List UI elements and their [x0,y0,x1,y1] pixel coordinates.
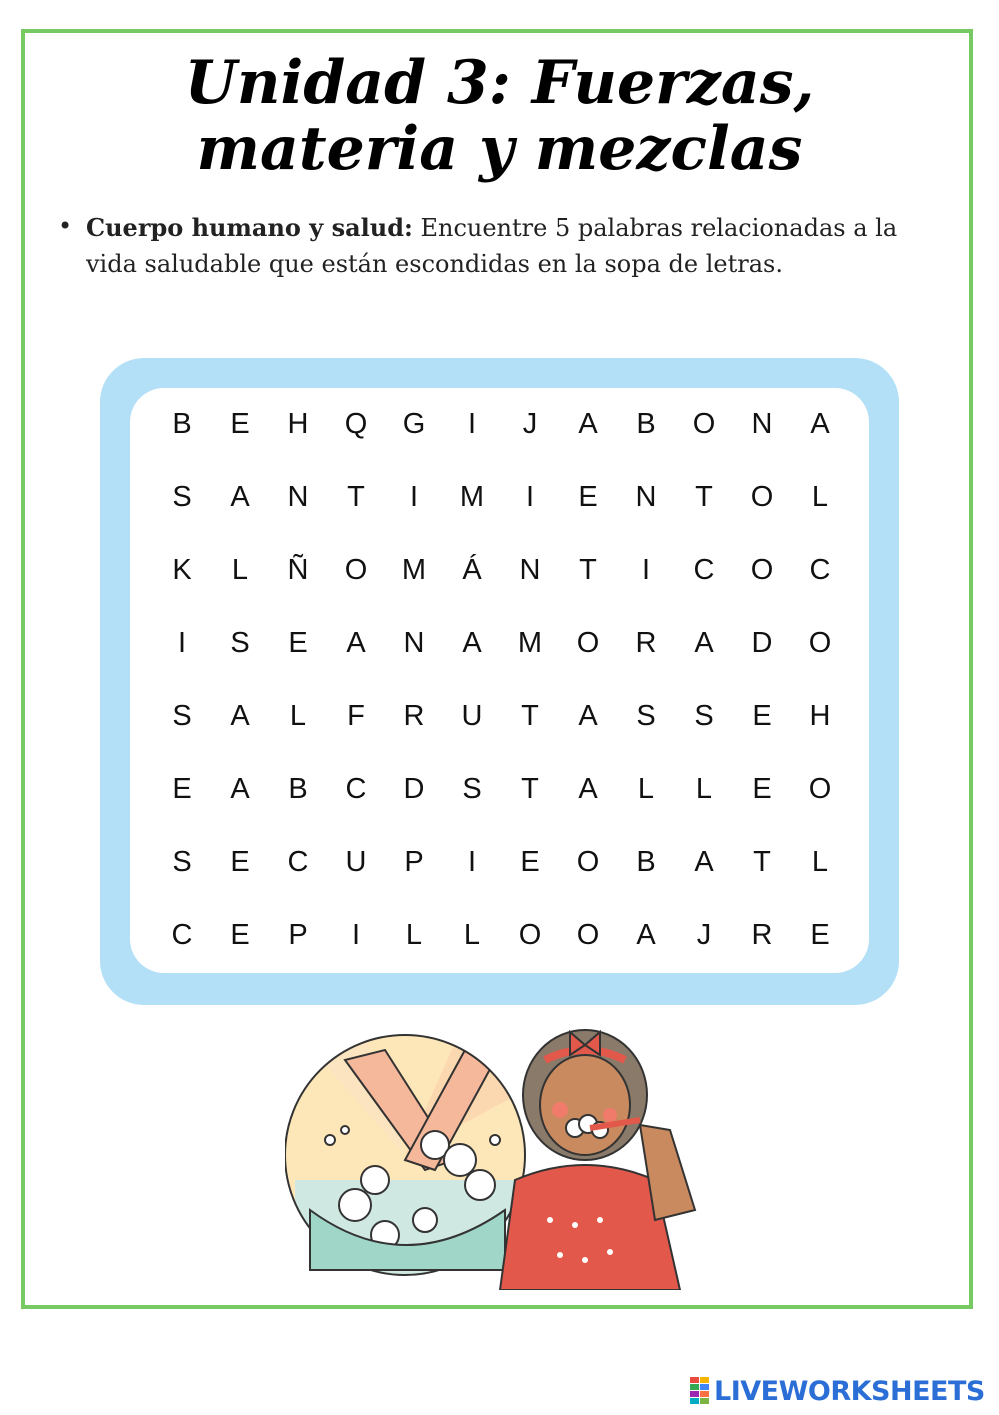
word-search-letter[interactable]: H [287,408,309,440]
handwashing-toothbrushing-illustration [285,1020,715,1290]
word-search-letter[interactable]: H [809,700,831,732]
word-search-letter[interactable]: O [750,481,774,513]
word-search-letter[interactable]: I [525,481,535,513]
word-search-letter[interactable]: I [351,919,361,951]
word-search-letter[interactable]: E [578,481,598,513]
word-search-letter[interactable]: B [636,408,656,440]
word-search-letter[interactable]: E [810,919,830,951]
word-search-letter[interactable]: K [172,554,192,586]
word-search-letter[interactable]: P [404,846,424,878]
word-search-letter[interactable]: S [172,481,192,513]
title-line-1: Unidad 3: Fuerzas, [184,48,815,118]
word-search-letter[interactable]: A [462,627,482,659]
word-search-letter[interactable]: B [288,773,308,805]
word-search-grid [153,388,849,972]
word-search-letter[interactable]: A [578,408,598,440]
word-search-letter[interactable]: E [172,773,192,805]
word-search-letter[interactable]: T [695,481,713,513]
liveworksheets-logo-icon [690,1377,710,1405]
word-search-letter[interactable]: S [636,700,656,732]
word-search-letter[interactable]: C [287,846,309,878]
word-search-letter[interactable]: A [230,773,250,805]
word-search-letter[interactable]: T [521,700,539,732]
word-search-letter[interactable]: Ñ [287,554,309,586]
word-search-letter[interactable]: L [695,773,713,805]
word-search-letter[interactable]: I [467,408,477,440]
word-search-letter[interactable]: C [345,773,367,805]
word-search-letter[interactable]: R [403,700,425,732]
word-search-letter[interactable]: O [344,554,368,586]
word-search-letter[interactable]: U [461,700,483,732]
word-search-letter[interactable]: L [405,919,423,951]
word-search-letter[interactable]: L [811,846,829,878]
instruction-body: Encuentre 5 palabras relacionadas a la vida saludable que están escondidas en la sopa de letras. [86,214,898,278]
word-search-letter[interactable]: S [172,700,192,732]
word-search-letter[interactable]: L [463,919,481,951]
word-search-letter[interactable]: N [403,627,425,659]
word-search-letter[interactable]: A [636,919,656,951]
word-search-letter[interactable]: S [694,700,714,732]
word-search-letter[interactable]: T [347,481,365,513]
word-search-letter[interactable]: E [752,700,772,732]
word-search-letter[interactable]: R [635,627,657,659]
liveworksheets-brand[interactable] [690,1374,985,1408]
word-search-letter[interactable]: C [809,554,831,586]
word-search-letter[interactable]: E [752,773,772,805]
word-search-letter[interactable]: I [641,554,651,586]
word-search-letter[interactable]: O [576,627,600,659]
word-search-letter[interactable]: D [751,627,773,659]
word-search-letter[interactable]: C [171,919,193,951]
word-search-letter[interactable]: O [576,846,600,878]
instruction-text [86,210,946,282]
word-search-letter[interactable]: J [522,408,538,440]
word-search-letter[interactable]: L [811,481,829,513]
word-search-letter[interactable]: E [230,846,250,878]
word-search-letter[interactable]: N [287,481,309,513]
word-search-letter[interactable]: D [403,773,425,805]
word-search-letter[interactable]: M [517,627,543,659]
word-search-letter[interactable]: O [808,627,832,659]
word-search-letter[interactable]: I [177,627,187,659]
word-search-letter[interactable]: N [635,481,657,513]
word-search-letter[interactable]: T [753,846,771,878]
word-search-letter[interactable]: F [347,700,365,732]
word-search-letter[interactable]: A [230,700,250,732]
word-search-letter[interactable]: S [172,846,192,878]
word-search-letter[interactable]: A [810,408,830,440]
word-search-letter[interactable]: O [576,919,600,951]
word-search-letter[interactable]: R [751,919,773,951]
word-search-letter[interactable]: M [459,481,485,513]
liveworksheets-brand-text: LIVEWORKSHEETS [714,1375,985,1407]
word-search-letter[interactable]: A [578,700,598,732]
word-search-letter[interactable]: E [230,408,250,440]
word-search-letter[interactable]: O [692,408,716,440]
word-search-letter[interactable]: T [579,554,597,586]
word-search-letter[interactable]: Á [462,554,482,586]
word-search-letter[interactable]: B [636,846,656,878]
instruction-heading: Cuerpo humano y salud: [86,213,413,242]
word-search-letter[interactable]: C [693,554,715,586]
page-title [0,50,999,182]
word-search-letter[interactable]: L [289,700,307,732]
word-search-letter[interactable]: O [808,773,832,805]
word-search-letter[interactable]: I [467,846,477,878]
word-search-letter[interactable]: S [230,627,250,659]
word-search-letter[interactable]: L [637,773,655,805]
word-search-letter[interactable]: B [172,408,192,440]
word-search-letter[interactable]: Q [344,408,368,440]
word-search-letter[interactable]: A [694,846,714,878]
word-search-letter[interactable]: P [288,919,308,951]
word-search-letter[interactable]: E [288,627,308,659]
word-search-letter[interactable]: S [462,773,482,805]
word-search-letter[interactable]: A [346,627,366,659]
word-search-letter[interactable]: A [694,627,714,659]
word-search-letter[interactable]: L [231,554,249,586]
word-search-letter[interactable]: N [519,554,541,586]
word-search-letter[interactable]: T [521,773,539,805]
word-search-letter[interactable]: A [230,481,250,513]
word-search-letter[interactable]: O [750,554,774,586]
bullet-icon: • [58,212,73,240]
word-search-letter[interactable]: O [518,919,542,951]
word-search-letter[interactable]: A [578,773,598,805]
word-search-letter[interactable]: E [520,846,540,878]
word-search-letter[interactable]: J [696,919,712,951]
word-search-letter[interactable]: M [401,554,427,586]
word-search-letter[interactable]: N [751,408,773,440]
word-search-letter[interactable]: E [230,919,250,951]
title-line-2: materia y mezclas [196,114,803,184]
word-search-letter[interactable]: G [402,408,426,440]
word-search-letter[interactable]: I [409,481,419,513]
word-search-letter[interactable]: U [345,846,367,878]
